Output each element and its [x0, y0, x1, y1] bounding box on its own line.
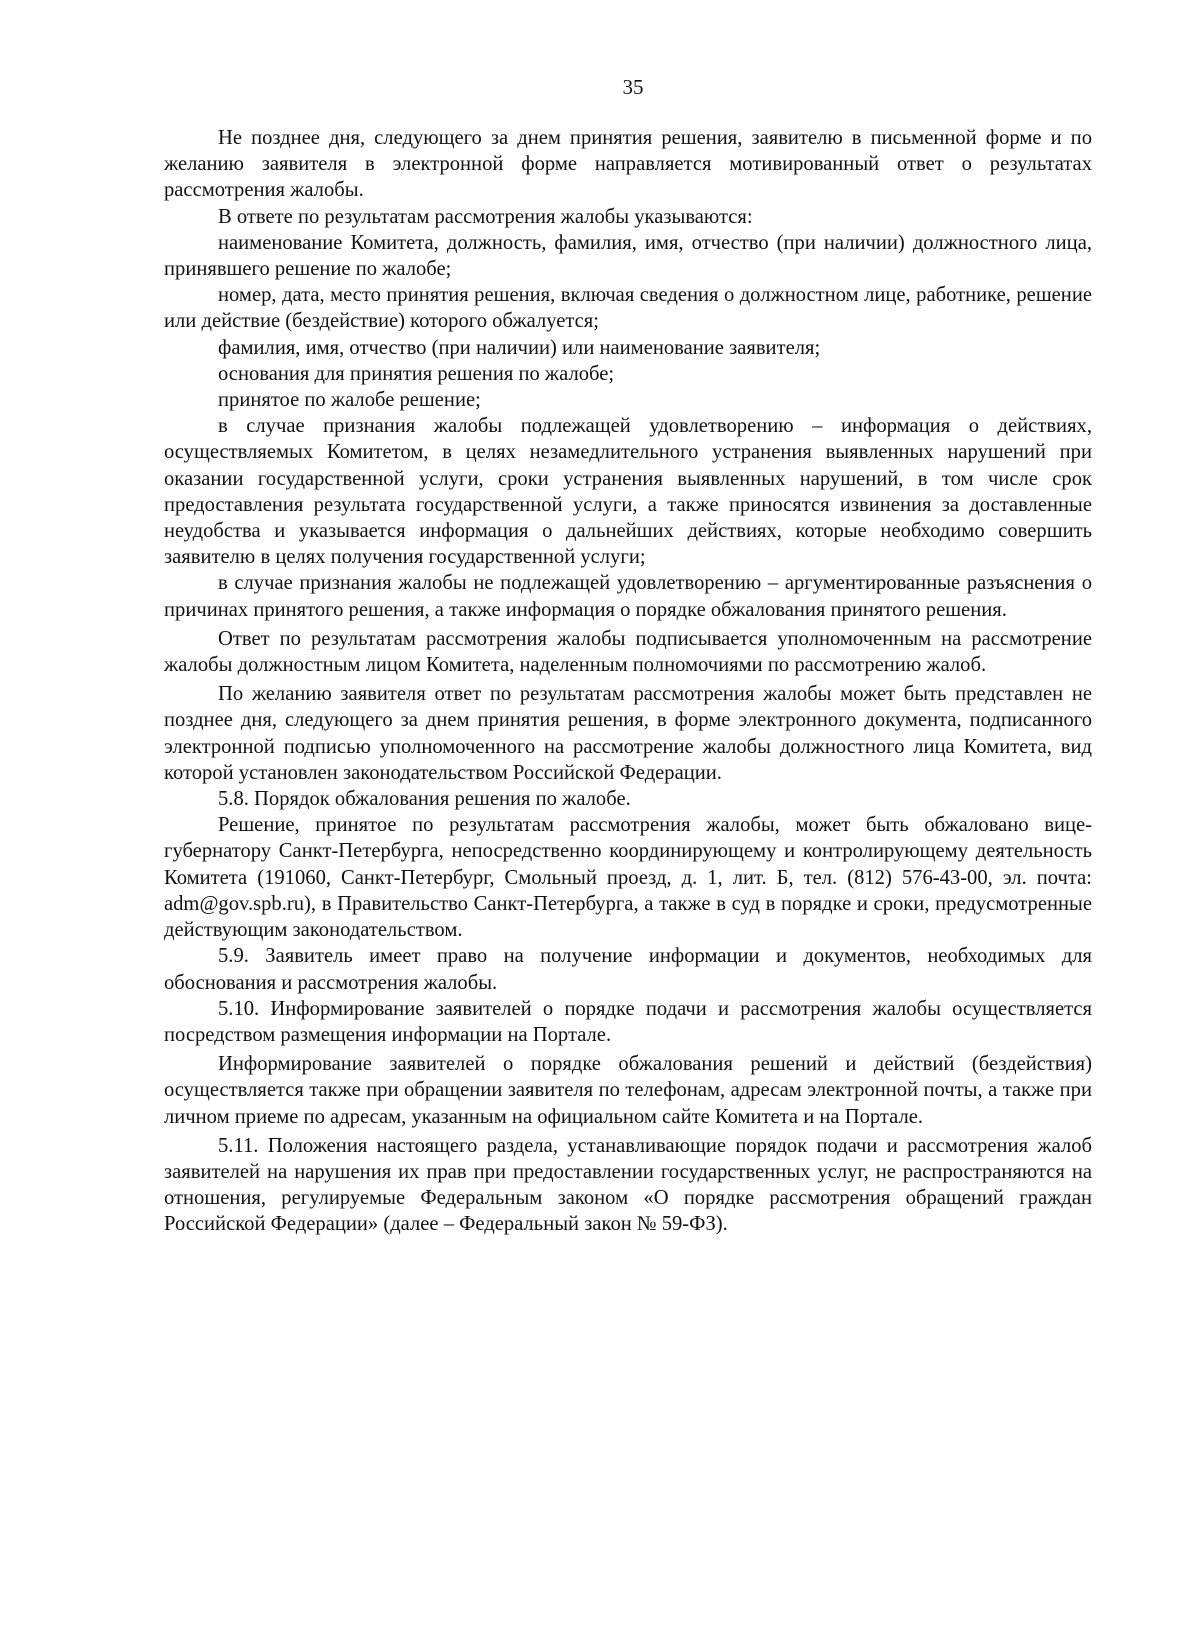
list-item-decision: принятое по жалобе решение; [218, 389, 481, 412]
paragraph-response-contents-intro: В ответе по результатам рассмотрения жалобы указываются: [218, 205, 753, 228]
paragraph-electronic-response: По желанию заявителя ответ по результатам рассмотрения жалобы может быть представлен не позднее дня, следующего за днем принятия решения, в форме электронного документа, подписанного электронной подписью уполномоченного на рассмотрение жалобы должностного лица Комитета, вид которой установлен законодательством Российской Федерации. [164, 683, 1092, 784]
list-item-applicant-name: фамилия, имя, отчество (при наличии) или наименование заявителя; [218, 336, 821, 359]
paragraph-5-10-informing: 5.10. Информирование заявителей о порядке подачи и рассмотрения жалобы осуществляется посредством размещения информации на Портале. [164, 997, 1092, 1046]
page-number: 35 [622, 75, 644, 99]
paragraph-informing-channels: Информирование заявителей о порядке обжалования решений и действий (бездействия) осуществляется также при обращении заявителя по телефонам, адресам электронной почты, а также при личном приеме по адресам, указанным на официальном сайте Комитета и на Портале. [164, 1053, 1092, 1128]
document-body [164, 125, 1092, 1238]
list-item-decision-grounds: основания для принятия решения по жалобе; [218, 362, 615, 385]
paragraph-response-deadline: Не позднее дня, следующего за днем принятия решения, заявителю в письменной форме и по желанию заявителя в электронной форме направляется мотивированный ответ о результатах рассмотрения жалобы. [164, 127, 1092, 202]
paragraph-5-9-information-right: 5.9. Заявитель имеет право на получение информации и документов, необходимых для обоснования и рассмотрения жалобы. [164, 945, 1092, 994]
paragraph-response-signature: Ответ по результатам рассмотрения жалобы подписывается уполномоченным на рассмотрение жалобы должностным лицом Комитета, наделенным полномочиями по рассмотрению жалоб. [164, 627, 1092, 677]
paragraph-5-11-scope: 5.11. Положения настоящего раздела, устанавливающие порядок подачи и рассмотрения жалоб заявителей на нарушения их прав при предоставлении государственных услуг, не распространяются на отношения, регулируемые Федеральным законом «О порядке рассмотрения обращений граждан Российской Федерации» (далее – Федеральный закон № 59-ФЗ). [164, 1134, 1092, 1236]
list-item-decision-number-date: номер, дата, место принятия решения, включая сведения о должностном лице, работнике, решение или действие (бездействие) которого обжалуется; [164, 284, 1092, 333]
list-item-complaint-satisfied: в случае признания жалобы подлежащей удовлетворению – информация о действиях, осуществляемых Комитетом, в целях незамедлительного устранения выявленных нарушений при оказании государственной услуги, сроки устранения выявленных нарушений, в том числе срок предоставления результата государственной услуги, а также приносятся извинения за доставленные неудобства и указывается информация о дальнейших действиях, которые необходимо совершить заявителю в целях получения государственной услуги; [164, 415, 1092, 569]
list-item-complaint-rejected: в случае признания жалобы не подлежащей удовлетворению – аргументированные разъяснения о причинах принятого решения, а также информация о порядке обжалования принятого решения. [164, 572, 1092, 621]
list-item-committee-official: наименование Комитета, должность, фамилия, имя, отчество (при наличии) должностного лица, принявшего решение по жалобе; [164, 231, 1092, 281]
section-heading-5-8: 5.8. Порядок обжалования решения по жалобе. [218, 788, 631, 811]
paragraph-appeal-procedure: Решение, принятое по результатам рассмотрения жалобы, может быть обжаловано вице-губернатору Санкт-Петербурга, непосредственно координирующему и контролирующему деятельность Комитета (191060, Санкт-Петербург, Смольный проезд, д. 1, лит. Б, тел. (812) 576-43-00, эл. почта: adm@gov.spb.ru), в Правительство Санкт-Петербурга, а также в суд в порядке и сроки, предусмотренные действующим законодательством. [164, 814, 1092, 942]
